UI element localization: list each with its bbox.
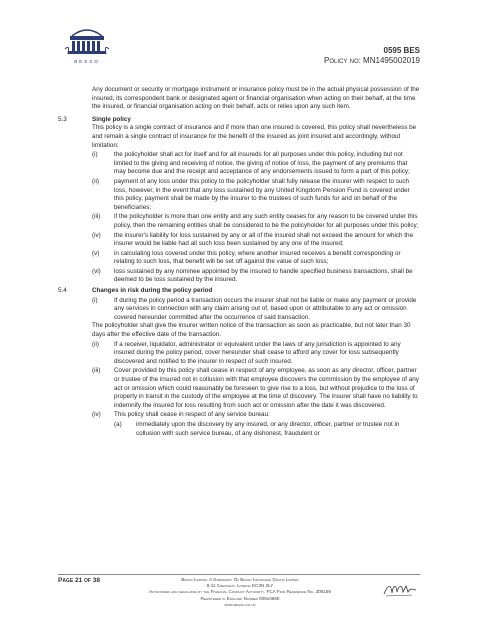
footer-line: Besso Limited. A Subsidiary Of Besso Insurance Group Limited [181, 577, 299, 582]
list-item [58, 411, 420, 420]
item-label: (iv) [92, 411, 101, 419]
section-title: Changes in risk during the policy period [92, 287, 213, 295]
policy-number: Policy no: MN1495002019 [324, 56, 420, 65]
item-text: loss sustained by any nominee appointed by the insured to handle specified business transactions, shall be deemed to be loss sustained by the insured. [114, 267, 413, 284]
item-text: the insurer's liability for loss sustained by any or all of the insured shall not exceed the amount for which the insurer would be liable had all such loss been sustained by any one of the insured; [114, 231, 414, 248]
item-label: (a) [114, 420, 122, 428]
item-text: If during the policy period a transaction occurs the insurer shall not be liable or make any payment or provide any services in connection with any claim arising out of, based upon or attributable to any act or omission covered hereunder committed after the occurrence of said transaction. [114, 296, 417, 321]
item-label: (iii) [92, 213, 101, 221]
section-number: 5.4 [58, 287, 67, 295]
item-text: in calculating loss covered under this policy, where another insured receives a benefit corresponding or relating to such loss, that benefit will be set off against the value of such loss; [114, 249, 401, 266]
item-label: (iii) [92, 367, 101, 375]
footer-line: Registered in England Number 00910680 [200, 595, 280, 601]
signature-icon [382, 580, 418, 598]
footer-line: www.besso.co.uk [224, 601, 256, 607]
section-5-4 [58, 287, 420, 296]
list-item [58, 250, 420, 267]
section-5-3 [58, 116, 420, 150]
intro-paragraph: Any document or security or mortgage instrument or insurance policy must be in the actual physical possession of the insured, its correspondent bank or designated agent or financial organisation when acting on their behalf, at the time the insured, or financial organisation acting on their behalf, acts or relies upon any such item. [92, 86, 420, 111]
item-text: the policyholder shall act for itself and for all insureds for all purposes under this policy, including but not limited to the giving and receiving of notice, the giving of notice of loss, the payment of any premiums that may become due and the receipt and acceptance of any endorsements issued to form a part of this policy; [114, 151, 410, 176]
footer-line: 8-11 Crescent, London EC3N 2LY [206, 583, 274, 589]
ref-code: 0595 BES [383, 46, 420, 55]
sub-list-item [58, 421, 420, 438]
item-text: immediately upon the discovery by any insured, or any director, officer, partner or trustee not in collusion with such service bureau, of any dishonest, fraudulent or [136, 420, 400, 437]
item-label: (ii) [92, 177, 99, 185]
item-label: (v) [92, 249, 100, 257]
document-body [58, 86, 420, 438]
list-item [58, 367, 420, 410]
footer-line: Authorised and regulated by the Financial Conduct Authority. FCA Firm Reference No. 308159 [149, 589, 331, 595]
item-text: If a receiver, liquidator, administrator or equivalent under the laws of any jurisdiction is appointed to any insured during the policy period, cover hereunder shall cease to afford any cover for loss subsequently discovered and notified to the insurer in respect of such insured. [114, 340, 401, 365]
list-item [58, 178, 420, 212]
section-number: 5.3 [58, 115, 67, 123]
page-number: Page 21 of 38 [58, 577, 100, 584]
list-item [58, 297, 420, 323]
list-item [58, 268, 420, 285]
list-item [58, 341, 420, 367]
item-text: if the policyholder is more than one entity and any such entity ceases for any reason to be covered under this policy, then the remaining entities shall be considered to be the policyholder for all purposes under this policy; [114, 213, 419, 229]
logo-wordmark: BESSO [74, 59, 100, 64]
list-item [58, 151, 420, 177]
company-footer [130, 577, 350, 608]
section-title: Single policy [92, 115, 131, 123]
item-text: payment of any loss under this policy to the policyholder shall fully release the insurer with respect to such loss, however, in the event that any loss sustained by any United Kingdom Pension Fund is covered under this policy, payment shall be made by the insurer to the trustees of such funds for and on behalf of the beneficiaries; [114, 177, 410, 211]
list-item [58, 213, 420, 230]
footer-divider [58, 574, 420, 575]
item-label: (ii) [92, 340, 99, 348]
list-item [58, 232, 420, 249]
policy-reference [324, 46, 420, 66]
item-text: Cover provided by this policy shall cease in respect of any employee, as soon as any director, officer, partner or trustee of the insured not in collusion with that employee discovers the commission by the employee of any act or omission which could reasonably be foreseen to give rise to a loss, but without prejudice to the loss of property in transit in the custody of the employee at the time of discovery. The insurer shall have no liability to indemnify the insured for loss resulting from such act or omission after the date it was discovered. [114, 367, 419, 409]
item-label: (i) [92, 296, 98, 304]
notice-paragraph: The policyholder shall give the insurer written notice of the transaction as soon as practicable, but not later than 30 days after the effective date of the transaction. [92, 322, 411, 339]
section-text: This policy is a single contract of insurance and if more than one insured is covered, this policy shall nevertheless be and remain a single contract of insurance for the benefit of the insured as joint insured and accordingly, without limitation: [92, 124, 417, 149]
item-text: This policy shall cease in respect of any service bureau: [114, 411, 270, 419]
besso-logo-icon [62, 24, 112, 58]
item-label: (i) [92, 151, 98, 159]
item-label: (iv) [92, 231, 101, 239]
item-label: (vi) [92, 267, 101, 275]
